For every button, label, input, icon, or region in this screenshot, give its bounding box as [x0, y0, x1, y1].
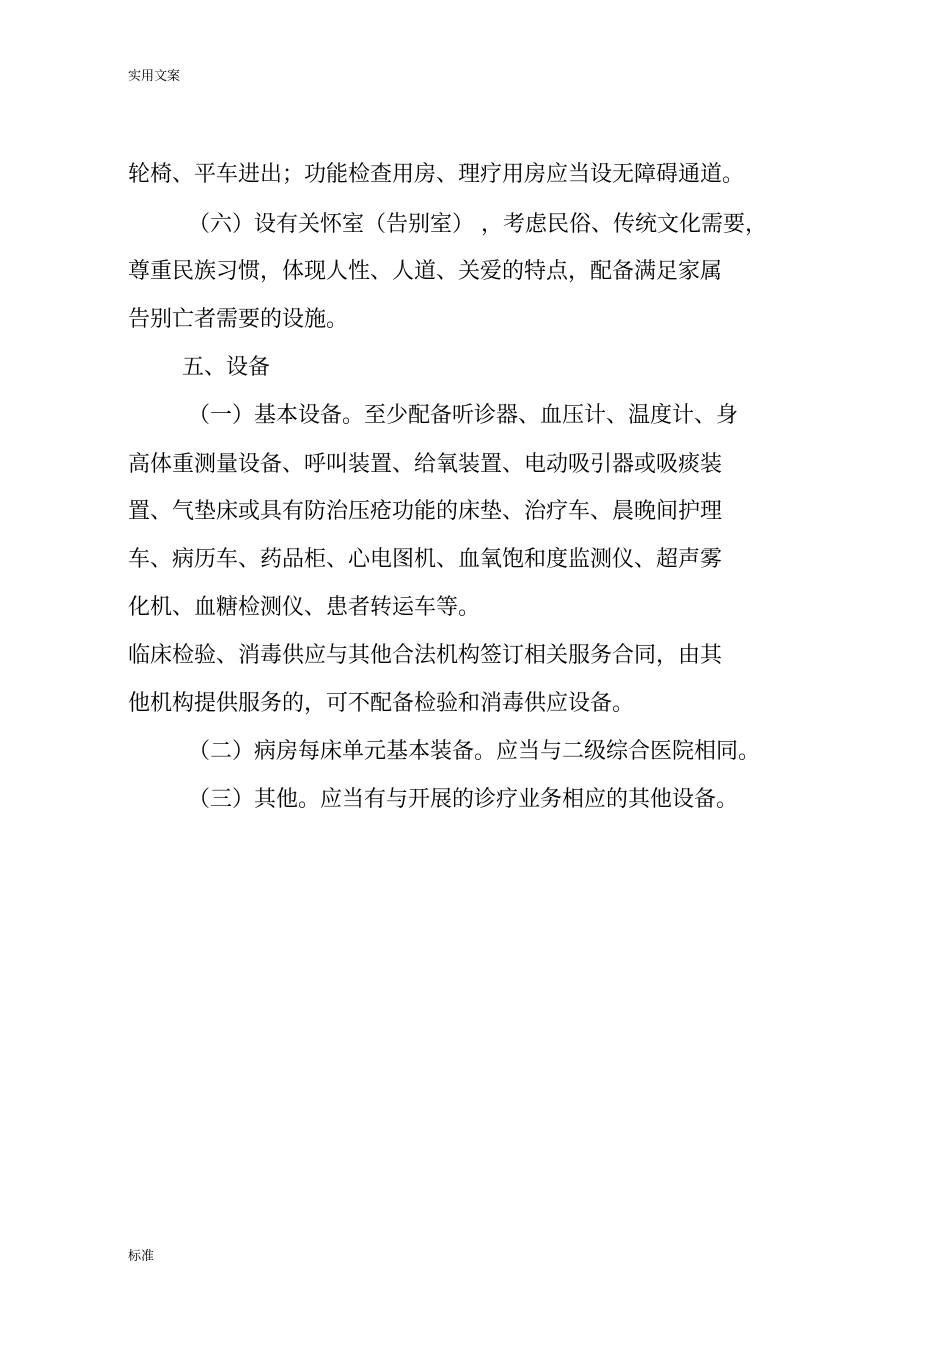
page-header: 实用文案: [128, 69, 181, 84]
text-line-13: （二）病房每床单元基本装备。应当与二级综合医院相同。: [188, 739, 761, 764]
section-heading-equipment: 五、设备: [182, 355, 271, 380]
text-line-1: 轮椅、平车进出；功能检查用房、理疗用房应当设无障碍通道。: [128, 162, 745, 187]
text-line-4: 告别亡者需要的设施。: [128, 307, 349, 332]
text-line-14: （三）其他。应当有与开展的诊疗业务相应的其他设备。: [188, 787, 739, 812]
text-line-12: 他机构提供服务的，可不配备检验和消毒供应设备。: [128, 691, 635, 716]
text-line-10: 化机、血糖检测仪、患者转运车等。: [128, 595, 481, 620]
text-line-7: 高体重测量设备、呼叫装置、给氧装置、电动吸引器或吸痰装: [128, 452, 723, 477]
text-line-11: 临床检验、消毒供应与其他合法机构签订相关服务合同，由其: [128, 643, 723, 668]
text-line-8: 置、气垫床或具有防治压疮功能的床垫、治疗车、晨晚间护理: [128, 499, 723, 524]
text-line-3: 尊重民族习惯，体现人性、人道、关爱的特点，配备满足家属: [128, 259, 723, 284]
text-line-9: 车、病历车、药品柜、心电图机、血氧饱和度监测仪、超声雾: [128, 547, 723, 572]
text-line-6: （一）基本设备。至少配备听诊器、血压计、温度计、身: [188, 403, 739, 428]
page-footer: 标准: [128, 1249, 155, 1264]
text-line-2: （六）设有关怀室（告别室） ，考虑民俗、传统文化需要，: [188, 212, 767, 237]
